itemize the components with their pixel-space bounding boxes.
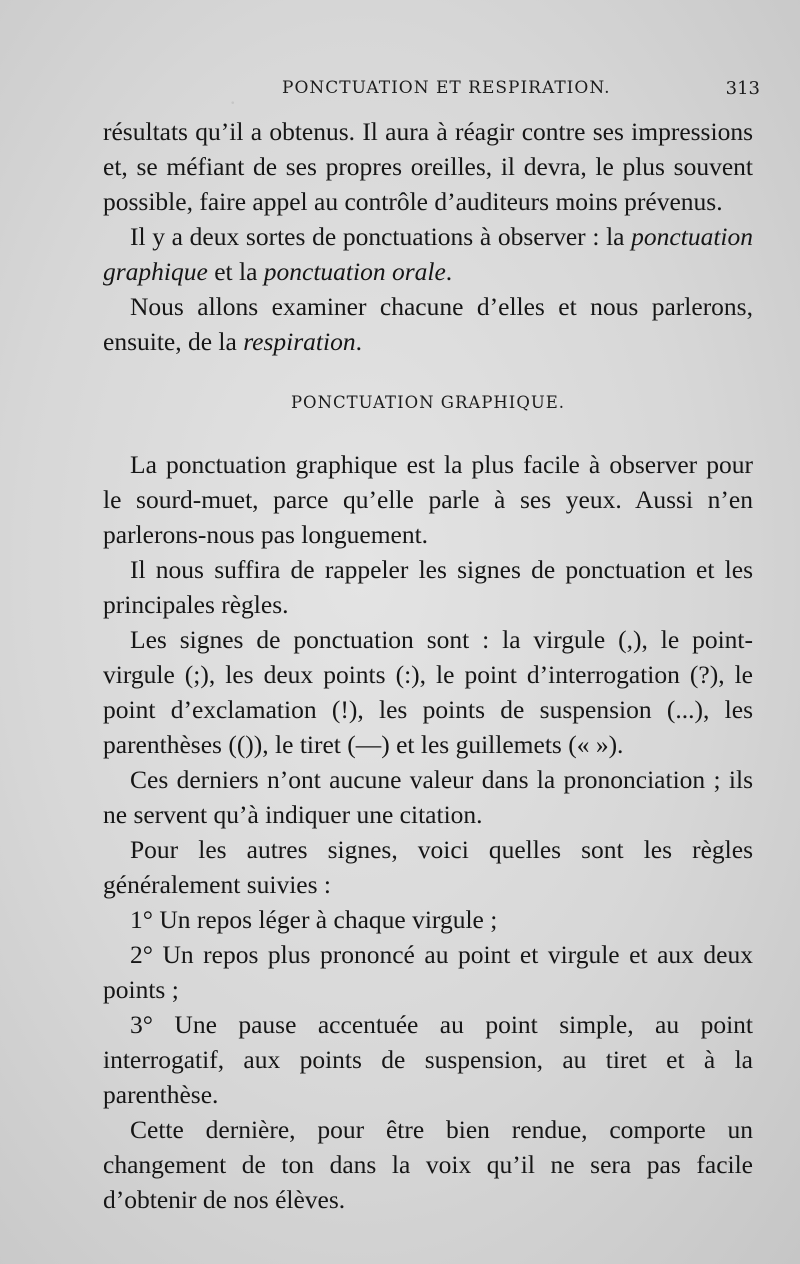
rule-item-2: 2° Un repos plus prononcé au point et virgule et aux deux points ; <box>103 940 753 1004</box>
page-number: 313 <box>725 78 760 99</box>
paragraph-continuation: résultats qu’il a obtenus. Il aura à réagir contre ses impressions et, se méfiant de ses propres oreilles, il devra, le plus souvent possible, faire appel au contrôle d’auditeurs moins prévenus. <box>103 117 753 216</box>
paragraph-intro: La ponctuation graphique est la plus facile à observer pour le sourd-muet, parce qu’elle parle à ses yeux. Aussi n’en parlerons-nous pas longuement. <box>103 450 753 549</box>
running-head <box>0 78 800 108</box>
section-heading: PONCTUATION GRAPHIQUE. <box>290 393 566 412</box>
paragraph-ponctuation-types <box>103 219 753 289</box>
paragraph-closing: Cette dernière, pour être bien rendue, comporte un changement de ton dans la voix qu’il ne sera pas facile d’obtenir de nos élèves. <box>103 1115 753 1214</box>
paragraph-guillemets: Ces derniers n’ont aucune valeur dans la prononciation ; ils ne servent qu’à indiquer une citation. <box>103 765 753 829</box>
rule-item-3: 3° Une pause accentuée au point simple, au point interrogatif, aux points de suspension, au tiret et à la parenthèse. <box>103 1010 753 1109</box>
paragraph-text: Il y a deux sortes de ponctuations à observer : la <box>130 222 632 251</box>
paragraph-plan <box>103 289 753 359</box>
paragraph-text: et la <box>207 257 264 286</box>
paragraph-text: Nous allons examiner chacune d’elles et nous parlerons, ensuite, de la <box>103 292 753 356</box>
running-title: PONCTUATION ET RESPIRATION. <box>282 78 611 98</box>
paragraph-signes: Les signes de ponctuation sont : la virgule (,), le point-virgule (;), les deux points (:), le point d’interrogation (?), le point d’exclamation (!), les points de suspension (...), les parenthèses (()), le tiret (—) et les guillemets (« »). <box>103 625 753 759</box>
italic-term: respiration <box>243 327 356 356</box>
paragraph-text: . <box>355 327 362 356</box>
paragraph-regles: Pour les autres signes, voici quelles sont les règles généralement suivies : <box>103 835 753 899</box>
paragraph-rappel: Il nous suffira de rappeler les signes de ponctuation et les principales règles. <box>103 555 753 619</box>
italic-term: ponctuation orale <box>263 257 446 286</box>
rule-item-1: 1° Un repos léger à chaque virgule ; <box>130 905 498 934</box>
body-text <box>103 114 753 1217</box>
paragraph-text: . <box>445 257 453 286</box>
bleed-through-text: . <box>230 84 236 109</box>
italic-term: ponctuation graphique <box>103 222 753 286</box>
